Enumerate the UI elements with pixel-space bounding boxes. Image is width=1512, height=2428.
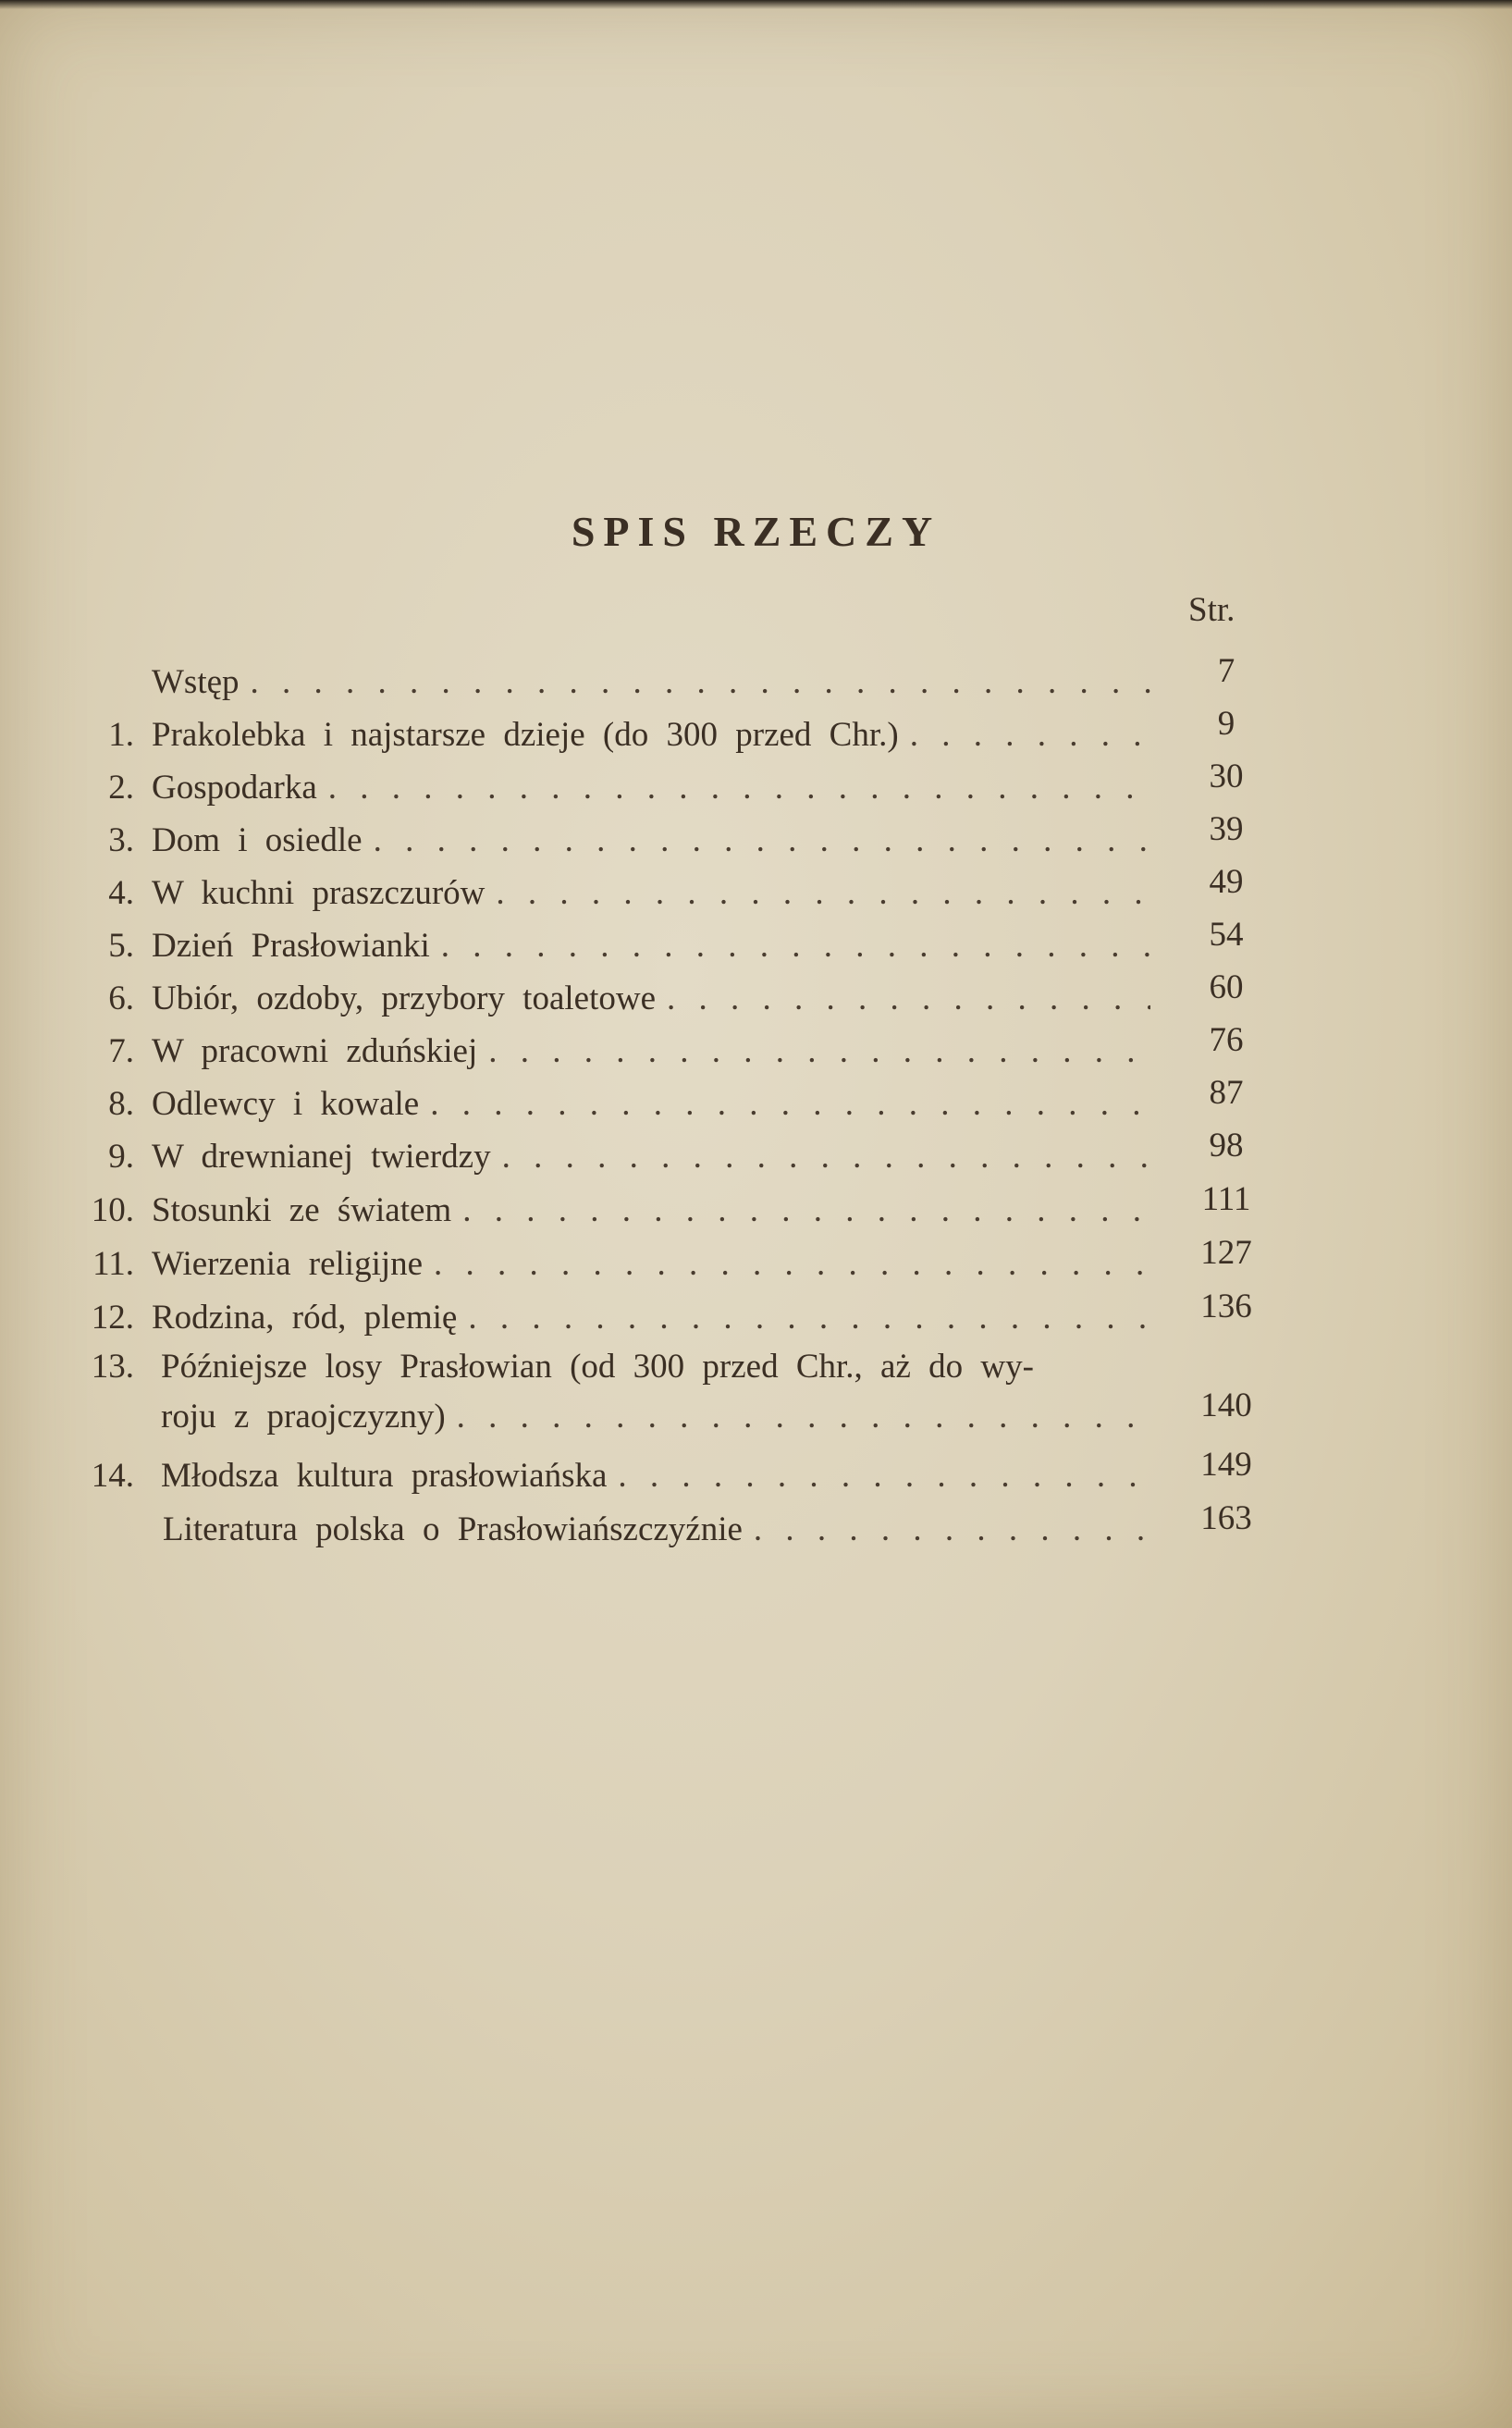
toc-entry-page: 9 <box>1217 705 1235 743</box>
dot-leader <box>462 1190 1150 1230</box>
toc-entry <box>0 760 1512 814</box>
toc-entry-page: 111 <box>1201 1180 1251 1218</box>
dot-leader <box>434 1244 1150 1284</box>
toc-entry-number: 11. <box>92 1245 134 1283</box>
dot-leader <box>488 1031 1150 1071</box>
toc-entry-number: 5. <box>108 927 134 965</box>
toc-entry-title: Młodsza kultura prasłowiańska <box>161 1457 608 1495</box>
toc-entry-page: 127 <box>1200 1234 1252 1272</box>
dot-leader <box>328 768 1150 807</box>
toc-entry-page: 163 <box>1200 1499 1252 1537</box>
dot-leader <box>667 979 1150 1018</box>
toc-entry <box>0 1129 1512 1183</box>
toc-entry-page: 98 <box>1209 1127 1244 1165</box>
toc-entry <box>0 1339 1512 1447</box>
toc-entry-page: 49 <box>1209 863 1244 901</box>
toc-entry-title: W kuchni praszczurów <box>152 874 486 912</box>
toc-entry-number: 14. <box>91 1457 134 1495</box>
toc-entry-page: 60 <box>1209 968 1244 1006</box>
toc-entry-title: Gospodarka <box>152 769 317 807</box>
dot-leader <box>457 1397 1150 1436</box>
page-column-label: Str. <box>1188 591 1235 629</box>
toc-entry-number: 13. <box>91 1348 134 1386</box>
toc-entry-page: 54 <box>1209 916 1244 954</box>
toc-entry <box>0 705 1512 761</box>
toc-entry-number: 9. <box>108 1138 134 1176</box>
toc-entry-page: 149 <box>1200 1446 1252 1484</box>
toc-entry <box>0 1234 1512 1290</box>
toc-entry <box>0 1021 1512 1078</box>
toc-entry-page: 7 <box>1217 652 1235 690</box>
toc-entry-title: Odlewcy i kowale <box>152 1085 420 1123</box>
toc-entry-page: 39 <box>1209 810 1244 848</box>
toc-entry-page: 30 <box>1209 758 1244 795</box>
dot-leader <box>910 715 1150 755</box>
toc-entry-introduction <box>0 652 1512 709</box>
toc-entry-title: Literatura polska o Prasłowiańszczyźnie <box>163 1510 743 1548</box>
toc-entry-title: roju z praojczyzny) <box>161 1398 446 1436</box>
toc-entry-number: 3. <box>108 821 134 859</box>
toc-entry-title: Ubiór, ozdoby, przybory toaletowe <box>152 980 657 1017</box>
page-title: SPIS RZECZY <box>571 508 941 555</box>
toc-entry <box>0 968 1512 1025</box>
toc-entry-number: 2. <box>108 769 134 807</box>
toc-entry-number: 6. <box>108 980 134 1017</box>
toc-entry-title: Wstęp <box>152 663 240 701</box>
dot-leader <box>374 820 1150 860</box>
toc-entry-number: 8. <box>108 1085 134 1123</box>
toc-entry-number: 1. <box>108 716 134 754</box>
toc-entry-bibliography <box>0 1499 1512 1556</box>
dot-leader <box>618 1456 1150 1496</box>
toc-entry <box>0 1074 1512 1130</box>
toc-entry <box>0 1180 1512 1237</box>
toc-entry-title: Stosunki ze światem <box>152 1191 452 1229</box>
toc-entry <box>0 1290 1512 1344</box>
toc-entry-page: 136 <box>1200 1288 1252 1325</box>
toc-entry-number: 7. <box>108 1032 134 1070</box>
toc-entry <box>0 1448 1512 1502</box>
toc-entry-page: 76 <box>1209 1021 1244 1059</box>
toc-entry-title: W drewnianej twierdzy <box>152 1138 491 1176</box>
toc-entry-title-line1: Późniejsze losy Prasłowian (od 300 przed Chr., aż do wy- <box>161 1348 1034 1386</box>
dot-leader <box>251 662 1150 702</box>
toc-entry-title: Rodzina, ród, plemię <box>152 1299 458 1337</box>
toc-entry-title: Dzień Prasłowianki <box>152 927 430 965</box>
toc-entry-number: 12. <box>91 1299 134 1337</box>
dot-leader <box>754 1510 1150 1549</box>
toc-entry <box>0 918 1512 972</box>
toc-entry <box>0 810 1512 867</box>
toc-entry-page: 87 <box>1209 1074 1244 1112</box>
toc-entry-number: 10. <box>91 1191 134 1229</box>
dot-leader <box>441 926 1150 966</box>
toc-entry-title: W pracowni zduńskiej <box>152 1032 478 1070</box>
dot-leader <box>496 873 1150 913</box>
toc-entry-title: Dom i osiedle <box>152 821 363 859</box>
dot-leader <box>468 1298 1150 1337</box>
toc-entry <box>0 863 1512 919</box>
toc-entry-title: Prakolebka i najstarsze dzieje (do 300 przed Chr.) <box>152 716 899 754</box>
toc-entry-title: Wierzenia religijne <box>152 1245 424 1283</box>
dot-leader <box>502 1137 1150 1177</box>
toc-entry-page: 140 <box>1200 1387 1252 1424</box>
toc-entry-number: 4. <box>108 874 134 912</box>
dot-leader <box>430 1084 1150 1124</box>
